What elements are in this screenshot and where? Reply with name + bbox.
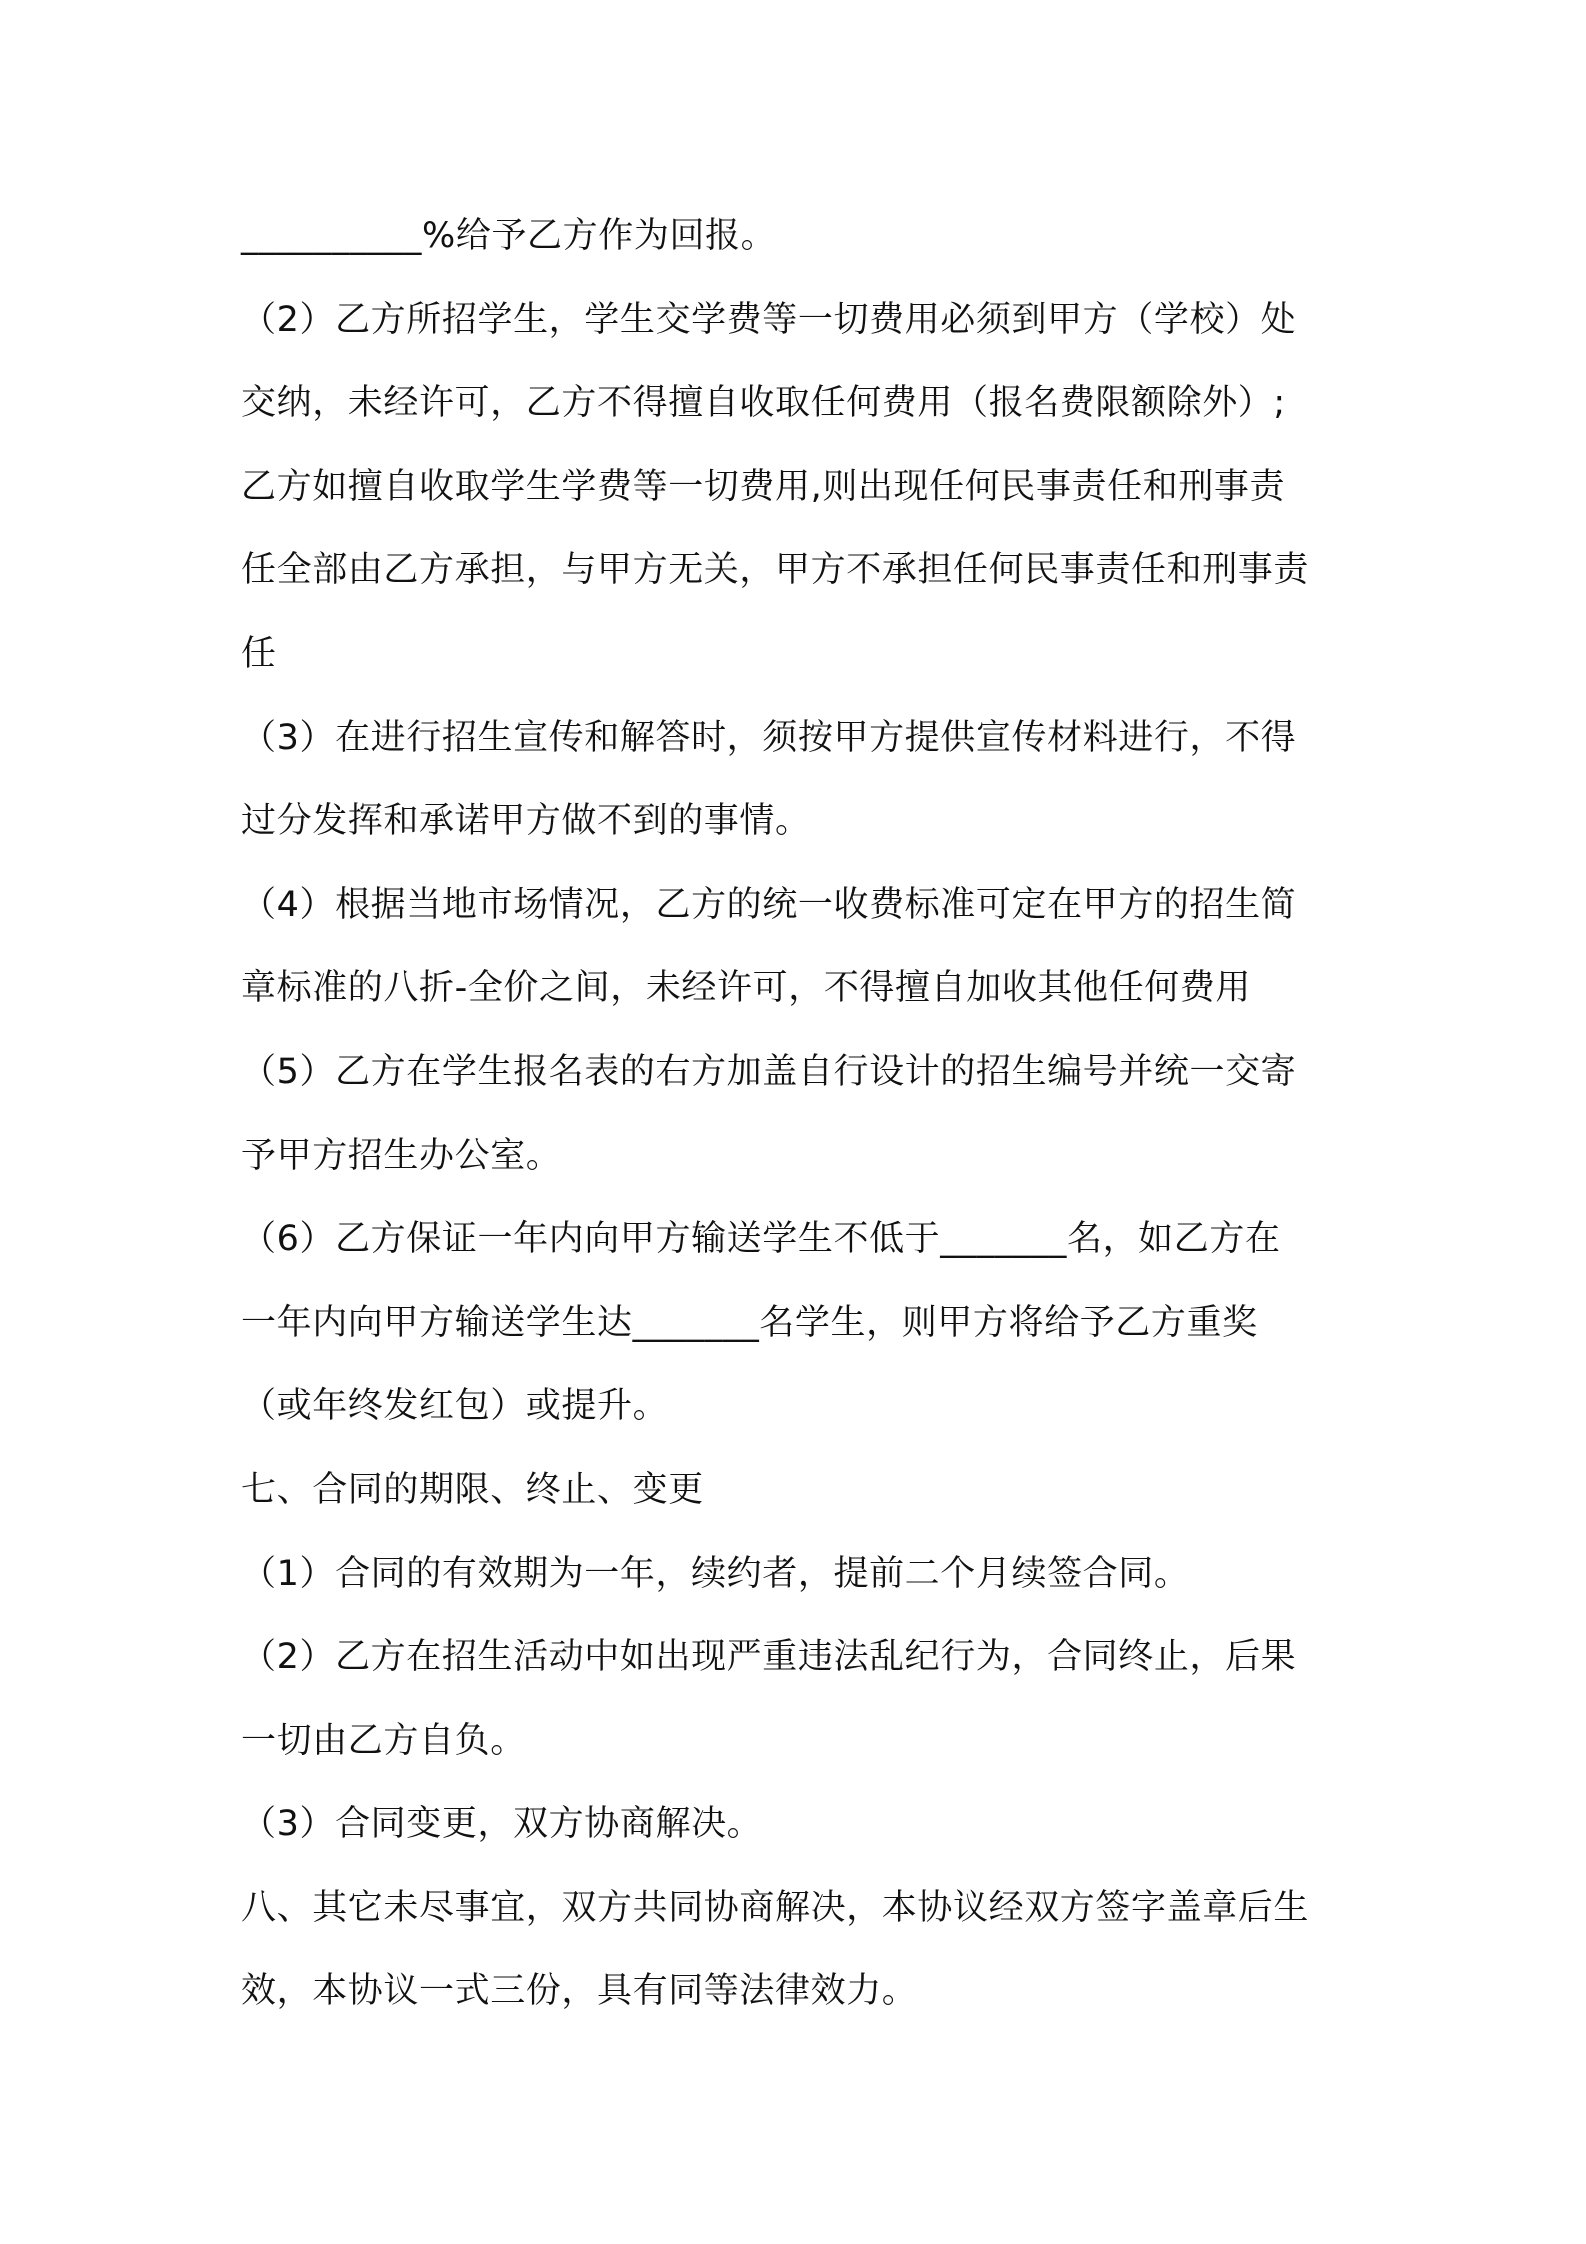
text-line: （4）根据当地市场情况，乙方的统一收费标准可定在甲方的招生简: [241, 884, 1297, 925]
text-line: 过分发挥和承诺甲方做不到的事情。: [241, 801, 811, 842]
text-line: （或年终发红包）或提升。: [241, 1386, 669, 1427]
text-line: 效，本协议一式三份，具有同等法律效力。: [241, 1971, 918, 2012]
text-line: 一切由乙方自负。: [241, 1720, 526, 1761]
text-line: （2）乙方所招学生，学生交学费等一切费用必须到甲方（学校）处: [241, 299, 1297, 340]
document-body: [241, 195, 1361, 2034]
text-line: 乙方如擅自收取学生学费等一切费用,则出现任何民事责任和刑事责: [241, 466, 1286, 507]
text-line: 予甲方招生办公室。: [241, 1135, 562, 1176]
section-heading: 七、合同的期限、终止、变更: [241, 1469, 704, 1510]
text-line: （2）乙方在招生活动中如出现严重违法乱纪行为，合同终止，后果: [241, 1637, 1297, 1678]
text-line: 交纳，未经许可，乙方不得擅自收取任何费用（报名费限额除外）;: [241, 383, 1286, 424]
text-line: 任全部由乙方承担，与甲方无关，甲方不承担任何民事责任和刑事责: [241, 550, 1310, 591]
section-heading: 八、其它未尽事宜，双方共同协商解决，本协议经双方签字盖章后生: [241, 1887, 1310, 1928]
text-line: 章标准的八折-全价之间，未经许可，不得擅自加收其他任何费用: [241, 968, 1252, 1009]
text-line: （1）合同的有效期为一年，续约者，提前二个月续签合同。: [241, 1553, 1190, 1594]
text-line: 任: [241, 633, 277, 674]
text-line: （3）在进行招生宣传和解答时，须按甲方提供宣传材料进行，不得: [241, 717, 1297, 758]
text-line: 一年内向甲方输送学生达_______名学生，则甲方将给予乙方重奖: [241, 1302, 1258, 1343]
text-line: （6）乙方保证一年内向甲方输送学生不低于_______名，如乙方在: [241, 1219, 1281, 1260]
text-line: （3）合同变更，双方协商解决。: [241, 1804, 763, 1845]
text-line: __________%给予乙方作为回报。: [241, 216, 777, 256]
text-line: （5）乙方在学生报名表的右方加盖自行设计的招生编号并统一交寄: [241, 1051, 1297, 1092]
